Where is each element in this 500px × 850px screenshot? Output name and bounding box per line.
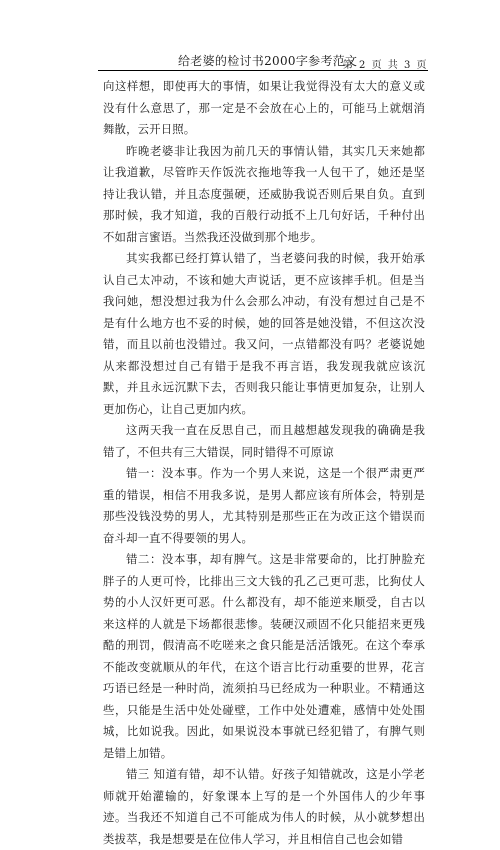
paragraph: 昨晚老婆非让我因为前几天的事情认错，其实几天来她都让我道歉，尽管昨天作饭洗衣拖地等我一人包干了，她还是坚持让我认错，并且态度强硬，还威胁我说否则后果自负。直到那时候，我才知道，我的百般行动抵不上几句好话，千种付出不如甜言蜜语。当然我还没做到那个地步。 — [103, 143, 425, 244]
paragraph: 其实我都已经打算认错了，当老婆问我的时候，我开始承认自己太冲动，不该和她大声说话，更不应该摔手机。但是当我问她，想没想过我为什么会那么冲动，有没有想过自己是不是有什么地方也不妥的时候，她的回答是她没错，不但这次没错，而且以前也没错过。我又问，一点错都没有吗？老婆说她从来都没想过自己有错于是我不再言语，我发现我就应该沉默，并且永远沉默下去，否则我只能让事情更加复杂，让别人更加伤心，让自己更加内疚。 — [103, 251, 425, 416]
paragraph-error-one: 错一：没本事。作为一个男人来说，这是一个很严肃更严重的错误，相信不用我多说，是男人都应该有所体会，特别是那些没钱没势的男人，尤其特别是那些正在为改正这个错误而奋斗却一直不得要领的男人。 — [103, 466, 425, 545]
document-title: 给老婆的检讨书2000字参考范文 — [178, 54, 358, 68]
document-body — [103, 76, 425, 850]
paragraph: 这两天我一直在反思自己，而且越想越发现我的确确是我错了，不但共有三大错误，同时错得不可原谅 — [103, 423, 425, 459]
paragraph-continuation: 向这样想，即使再大的事情，如果让我觉得没有太大的意义或没有什么意思了，那一定是不会放在心上的，可能马上就烟消舞散，云开日照。 — [103, 79, 425, 136]
paragraph-error-three: 错三 知道有错，却不认错。好孩子知错就改，这是小学老师就开始灌输的，好象课本上写的是一个外国伟人的少年事迹。当我还不知道自己不可能成为伟人的时候，从小就梦想出类拔萃，我是想要是在位伟人学习，并且相信自己也会如错 — [103, 767, 425, 846]
page-header — [98, 44, 428, 71]
paragraph-error-two: 错二：没本事，却有脾气。这是非常要命的，比打肿脸充胖子的人更可怜，比排出三文大钱的孔乙己更可悲，比狗仗人势的小人汉奸更可恶。什么都没有，却不能逆来顺受，自古以来这样的人就是下场都很悲惨。装硬汉顽固不化只能招来更残酷的刑罚，假清高不吃嗟来之食只能是活活饿死。在这个奉承不能改变就顺从的年代，在这个语言比行动重要的世界，花言巧语已经是一种时尚，流须拍马已经成为一种职业。不精通这些，只能是生活中处处碰壁，工作中处处遭难，感情中处处围城，比如说我。因此，如果说没本事就已经犯错了，有脾气则是错上加错。 — [103, 552, 425, 760]
page-number-indicator: 第 2 页 共 3 页 — [342, 60, 428, 71]
